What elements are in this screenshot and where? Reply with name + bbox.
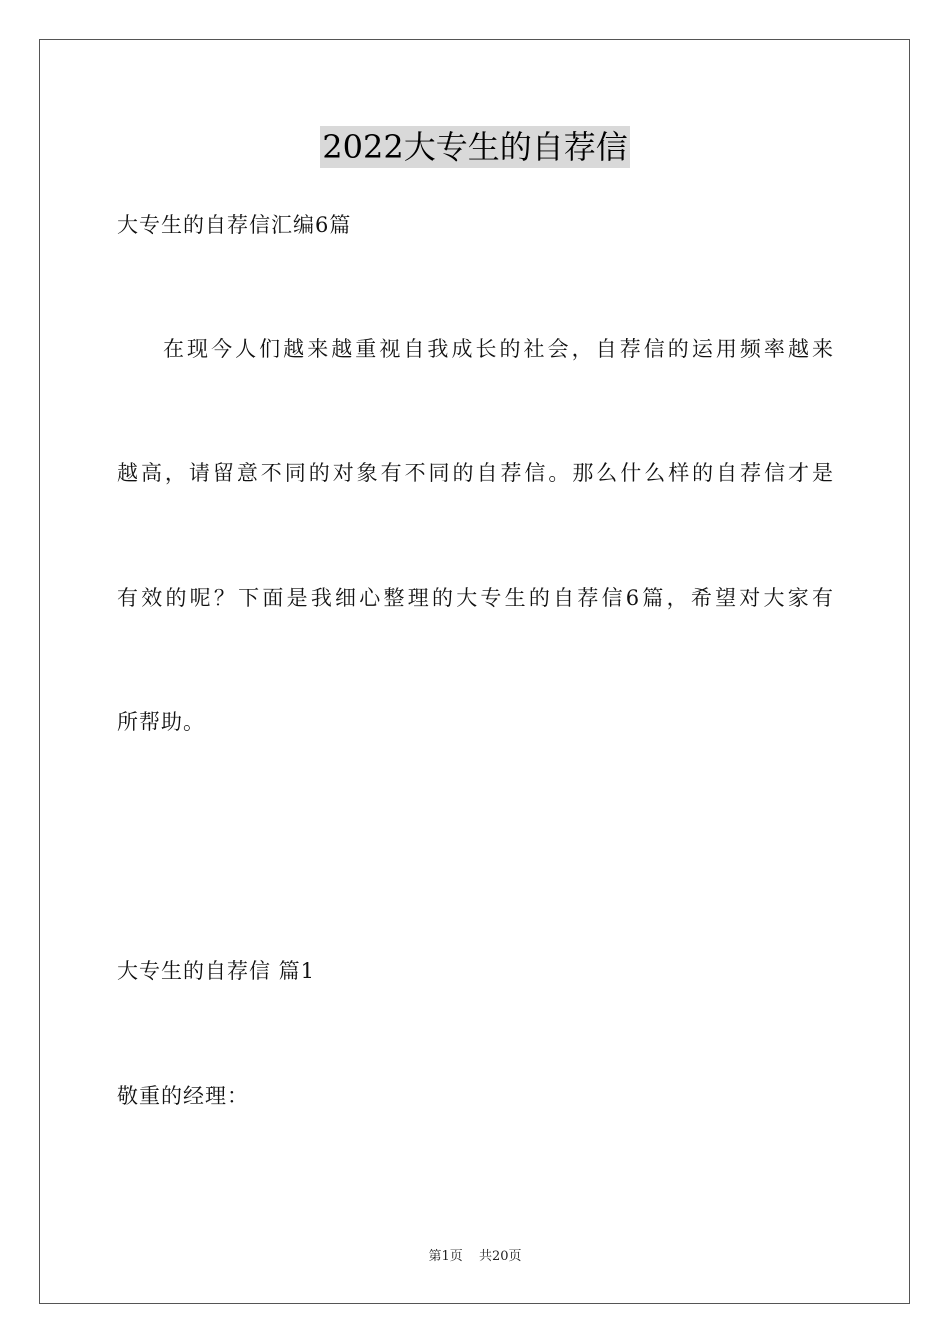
page-footer: [0, 1248, 950, 1266]
intro-line-3: 有效的呢？下面是我细心整理的大专生的自荐信6篇，希望对大家有: [117, 586, 833, 610]
page-total: 共20页: [478, 1249, 522, 1264]
title-container: [0, 126, 950, 168]
document-title: 2022大专生的自荐信: [322, 128, 628, 166]
section-heading: 大专生的自荐信 篇1: [117, 959, 316, 983]
intro-line-1: 在现今人们越来越重视自我成长的社会，自荐信的运用频率越来: [163, 337, 833, 361]
intro-line-2: 越高，请留意不同的对象有不同的自荐信。那么什么样的自荐信才是: [117, 461, 833, 485]
page-number: 第1页: [428, 1249, 463, 1264]
subtitle: 大专生的自荐信汇编6篇: [117, 213, 352, 237]
salutation: 敬重的经理：: [117, 1084, 249, 1108]
intro-line-4: 所帮助。: [117, 710, 205, 734]
